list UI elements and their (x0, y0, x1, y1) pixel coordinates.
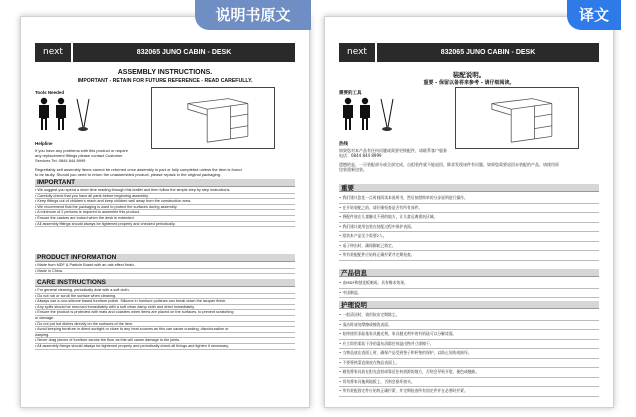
care-list: • 一般清洁时，请用软布定期除尘。 • 清洁时请勿摩擦或擦洗表面。 • 始终使用非硅基家具抛光剂。家具抛光剂中的有机硅可以分解漆面。 • 应立即用柔软干净的湿布清除任何溢出物并立即擦干。 • 当物品放在表面上时，确保产品受到垫子和杯垫的保护，以防止划伤或损坏。 • 不要将热菜直接放在物品表面上。 • 避免将家具放在阳光直射或靠近任何热源的地方，否则会导致开裂、褪色或翘曲。 • 切勿将家具拖到地板上，否则会损坏接头。 • 所有装配固定件应始终正确拧紧，并定期检查所有固定件并在必要时拧紧。 (339, 311, 599, 397)
product-info-list: • Made from MDF & Particle Board with an oak effect finish. • Made in China. (35, 263, 295, 274)
brand-logo: next (339, 43, 375, 62)
important-notice: IMPORTANT - RETAIN FOR FUTURE REFERENCE - READ CAREFULLY. (77, 78, 253, 84)
product-info-list: • 由MDF和刨花板制成，具有橡木效果。 • 中国制造。 (339, 279, 599, 298)
important-heading: 重要 (339, 184, 599, 192)
document-header (35, 43, 295, 62)
product-info-heading: 产品信息 (339, 269, 599, 277)
important-notice: 重要 - 保留以备将来参考 - 请仔细阅读。 (423, 80, 515, 86)
desk-drawing (455, 87, 579, 149)
document-title-bar: 832065 JUNO CABIN - DESK (73, 43, 295, 62)
tools-needed-label: Tools Needed (35, 90, 65, 95)
tools-illustration (35, 97, 105, 133)
translation-tag: 译文 (567, 0, 621, 30)
product-info-heading: PRODUCT INFORMATION (35, 254, 295, 262)
helpline-text: If you have any problems with this product or require any replacement fittings please contact Customer Services Tel: 0844 844 8999 (35, 148, 128, 164)
care-list: • For general cleaning, periodically dust with a soft cloth. • Do not rub or scrub the surface when cleaning. • Always use a non-silicone based furniture polish. Silicone in furniture polishes can break down the lacquer finish. • Any spills should be removed immediately with a soft clean damp cloth and dried immediately. • Ensure the product is protected with mats and coasters when items are placed on the surfaces, to prevent scratching or damage. • Do not put hot dishes directly on the surfaces of the item. • Avoid keeping furniture in direct sunlight or close to any heat sources as this can cause cracking, discolouration or warping. • Never drag pieces of furniture across the floor as this will cause damage to the joints. • All assembly fixings should always be tightened properly and periodically check all fixings and tighten if necessary. (35, 288, 295, 350)
care-heading: CARE INSTRUCTIONS (35, 279, 295, 287)
return-note: 遗憾的是，一旦装配部分或全部完成，自组装件就不能退回，除非发现该件有问题。如果您需要退回未装配的产品，请使用原 包装重新包装。 (339, 162, 559, 173)
original-document-page (20, 16, 310, 408)
assembly-title: ASSEMBLY INSTRUCTIONS. (117, 69, 213, 76)
helpline-label: Helpline (35, 141, 53, 146)
desk-drawing (151, 87, 275, 149)
assembly-title: 装配说明。 (452, 71, 486, 79)
helpline-text: 如果您对本产品有任何问题或需要更换配件，请联系客户服务 电话：0844 844 8999 (339, 148, 447, 159)
translated-document-page (324, 16, 614, 408)
original-text-tag: 说明书原文 (195, 0, 311, 30)
important-list: • We suggest you spend a short time reading through this leaflet and then follow the simple step by step instructions. • Carefully check that you have all parts before beginning assembly. • Keep fittings out of children's reach and keep children well away from the construction area. • We recommend that the packaging is used to protect the surfaces during assembly. • A minimum of 2 persons is required to assemble this product. • Ensure the castors are locked when the desk is extended. • All assembly fittings should always be tightened properly and checked periodically. (35, 188, 295, 227)
care-heading: 护理说明 (339, 301, 599, 309)
important-list: • 我们建议您花一点时间阅读本说明书，然后按照简单的分步说明进行操作。 • 在开始装配之前，请仔细检查是否有所有部件。 • 将配件放在儿童触及不到的地方，让儿童远离建筑区域。 • 我们建议使用包装在装配过程中保护表面。 • 组装本产品至少需要2人。 • 桌子伸出时，确保脚轮已锁定。 • 所有装配配件应始终正确拧紧并定期检查。 (339, 194, 599, 261)
document-title-bar: 832065 JUNO CABIN - DESK (377, 43, 599, 62)
tools-needed-label: 需要的工具 (339, 91, 362, 96)
brand-logo: next (35, 43, 71, 62)
tools-illustration (339, 97, 409, 133)
return-note: Regrettably self assembly items cannot be returned once assembly is part or fully completed unless the item is found to be faulty. Should you need to return the unassembled product, please repack in the original packaging. (35, 167, 242, 178)
document-header (339, 43, 599, 62)
important-heading: IMPORTANT (35, 179, 295, 187)
helpline-label: 热线 (339, 142, 348, 147)
